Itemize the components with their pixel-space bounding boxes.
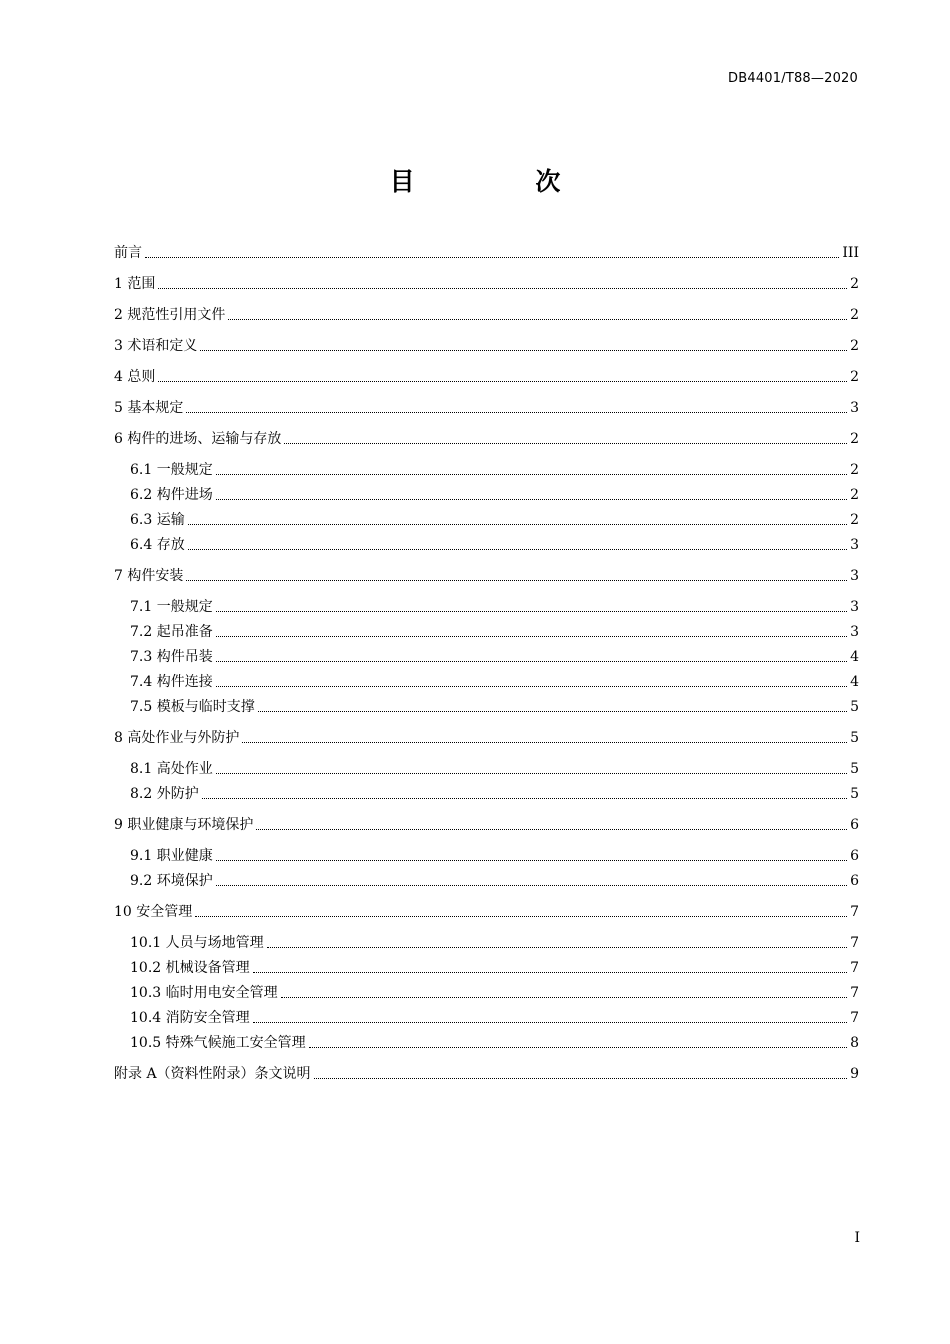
toc-entry [130, 871, 859, 891]
toc-entry-label: 9.2 环境保护 [130, 873, 213, 889]
toc-dot-leader [186, 411, 847, 413]
toc-entry-page: 5 [850, 786, 859, 802]
toc-entry-page: 2 [850, 369, 859, 385]
toc-dot-leader [186, 579, 847, 581]
toc-entry-page: 7 [850, 1010, 859, 1026]
toc-entry-label: 7.2 起吊准备 [130, 624, 213, 640]
toc-entry [130, 697, 859, 717]
toc-dot-leader [256, 828, 847, 830]
toc-entry [114, 274, 859, 294]
toc-entry-label: 6.3 运输 [130, 512, 185, 528]
toc-entry-label: 2 规范性引用文件 [114, 307, 226, 323]
toc-dot-leader [216, 498, 847, 500]
toc-dot-leader [216, 859, 847, 861]
toc-entry-page: 3 [850, 624, 859, 640]
toc-entry-page: 2 [850, 462, 859, 478]
toc-entry-label: 7.4 构件连接 [130, 674, 213, 690]
toc-entry-page: 8 [850, 1035, 859, 1051]
toc-dot-leader [242, 741, 847, 743]
toc-entry [130, 784, 859, 804]
toc-entry [130, 1008, 859, 1028]
toc-title: 目 次 [389, 167, 617, 196]
toc-dot-leader [314, 1077, 848, 1079]
toc-entry [130, 535, 859, 555]
toc-entry [130, 597, 859, 617]
toc-entry-page: 3 [850, 568, 859, 584]
toc-entry-label: 6 构件的进场、运输与存放 [114, 431, 282, 447]
toc-entry [130, 510, 859, 530]
toc-entry-page: 2 [850, 307, 859, 323]
toc-dot-leader [195, 915, 847, 917]
toc-entry [114, 367, 859, 387]
toc-entry [130, 485, 859, 505]
toc-entry [114, 728, 859, 748]
toc-entry-label: 4 总则 [114, 369, 156, 385]
toc-entry-label: 7.1 一般规定 [130, 599, 213, 615]
toc-dot-leader [188, 523, 847, 525]
toc-entry-page: 6 [850, 817, 859, 833]
toc-entry [114, 243, 859, 263]
page-number: I [854, 1230, 860, 1246]
toc-entry-page: 5 [850, 730, 859, 746]
toc-entry [114, 1064, 859, 1084]
toc-entry-label: 10.1 人员与场地管理 [130, 935, 264, 951]
toc-entry-label: 7 构件安装 [114, 568, 184, 584]
toc-entry-page: 7 [850, 985, 859, 1001]
toc-entry-page: 6 [850, 848, 859, 864]
toc-entry-label: 10.5 特殊气候施工安全管理 [130, 1035, 306, 1051]
toc-dot-leader [258, 710, 847, 712]
toc-entry-label: 8 高处作业与外防护 [114, 730, 240, 746]
toc-entry-page: 2 [850, 487, 859, 503]
toc-entry-page: 3 [850, 599, 859, 615]
toc-dot-leader [216, 884, 847, 886]
toc-dot-leader [216, 660, 847, 662]
toc-entry-page: 2 [850, 512, 859, 528]
toc-entry-label: 8.1 高处作业 [130, 761, 213, 777]
toc-dot-leader [228, 318, 847, 320]
toc-entry-label: 附录 A（资料性附录）条文说明 [114, 1066, 311, 1082]
toc-entry-page: 5 [850, 699, 859, 715]
toc-entry-page: 7 [850, 904, 859, 920]
toc-entry-page: 5 [850, 761, 859, 777]
toc-entry-label: 8.2 外防护 [130, 786, 199, 802]
toc-dot-leader [216, 772, 847, 774]
toc-entry-page: 2 [850, 276, 859, 292]
toc-entry [130, 460, 859, 480]
toc-entry-page: 3 [850, 537, 859, 553]
toc-entry-label: 6.1 一般规定 [130, 462, 213, 478]
toc-dot-leader [267, 946, 847, 948]
toc-dot-leader [145, 256, 839, 258]
toc-entry-label: 前言 [114, 245, 142, 261]
toc-entry-label: 9.1 职业健康 [130, 848, 213, 864]
toc-entry [114, 336, 859, 356]
toc-entry-page: 9 [850, 1066, 859, 1082]
toc-entry-page: 4 [850, 649, 859, 665]
toc-dot-leader [216, 635, 847, 637]
toc-entry-label: 7.3 构件吊装 [130, 649, 213, 665]
toc-dot-leader [158, 287, 847, 289]
toc-entry-label: 7.5 模板与临时支撑 [130, 699, 255, 715]
toc-dot-leader [216, 473, 847, 475]
toc-entry [130, 933, 859, 953]
toc-dot-leader [202, 797, 847, 799]
toc-dot-leader [284, 442, 847, 444]
toc-entry [130, 1033, 859, 1053]
toc-entry-label: 10.3 临时用电安全管理 [130, 985, 278, 1001]
toc-entry-page: 2 [850, 431, 859, 447]
toc-entry-label: 9 职业健康与环境保护 [114, 817, 254, 833]
toc-entry [114, 398, 859, 418]
toc-entry [130, 759, 859, 779]
toc-entry [114, 815, 859, 835]
toc-entry [130, 846, 859, 866]
toc-dot-leader [200, 349, 847, 351]
toc-entry-label: 10.4 消防安全管理 [130, 1010, 250, 1026]
toc-entry-label: 3 术语和定义 [114, 338, 198, 354]
toc-dot-leader [216, 685, 847, 687]
toc-entry [130, 983, 859, 1003]
toc-dot-leader [253, 1021, 847, 1023]
toc-entry-label: 10.2 机械设备管理 [130, 960, 250, 976]
toc-entry-label: 1 范围 [114, 276, 156, 292]
toc-dot-leader [309, 1046, 847, 1048]
document-code: DB4401/T88—2020 [728, 71, 858, 86]
toc-entry-label: 6.2 构件进场 [130, 487, 213, 503]
toc-entry-page: 6 [850, 873, 859, 889]
toc-entry-page: 2 [850, 338, 859, 354]
toc-dot-leader [281, 996, 847, 998]
toc-entry [130, 672, 859, 692]
toc-entry [114, 429, 859, 449]
toc-entry-page: 4 [850, 674, 859, 690]
toc-dot-leader [216, 610, 847, 612]
toc-entry [130, 622, 859, 642]
toc-entry [130, 647, 859, 667]
toc-entry-label: 10 安全管理 [114, 904, 193, 920]
toc-dot-leader [253, 971, 847, 973]
toc-entry-page: 7 [850, 960, 859, 976]
toc-dot-leader [158, 380, 847, 382]
toc-entry [114, 566, 859, 586]
toc-entry [114, 305, 859, 325]
toc-entry-label: 5 基本规定 [114, 400, 184, 416]
toc-entry-page: 7 [850, 935, 859, 951]
toc-entry [114, 902, 859, 922]
toc-entry-page: III [842, 245, 859, 261]
toc-entry [130, 958, 859, 978]
toc-entry-page: 3 [850, 400, 859, 416]
toc-dot-leader [188, 548, 847, 550]
toc-entry-label: 6.4 存放 [130, 537, 185, 553]
